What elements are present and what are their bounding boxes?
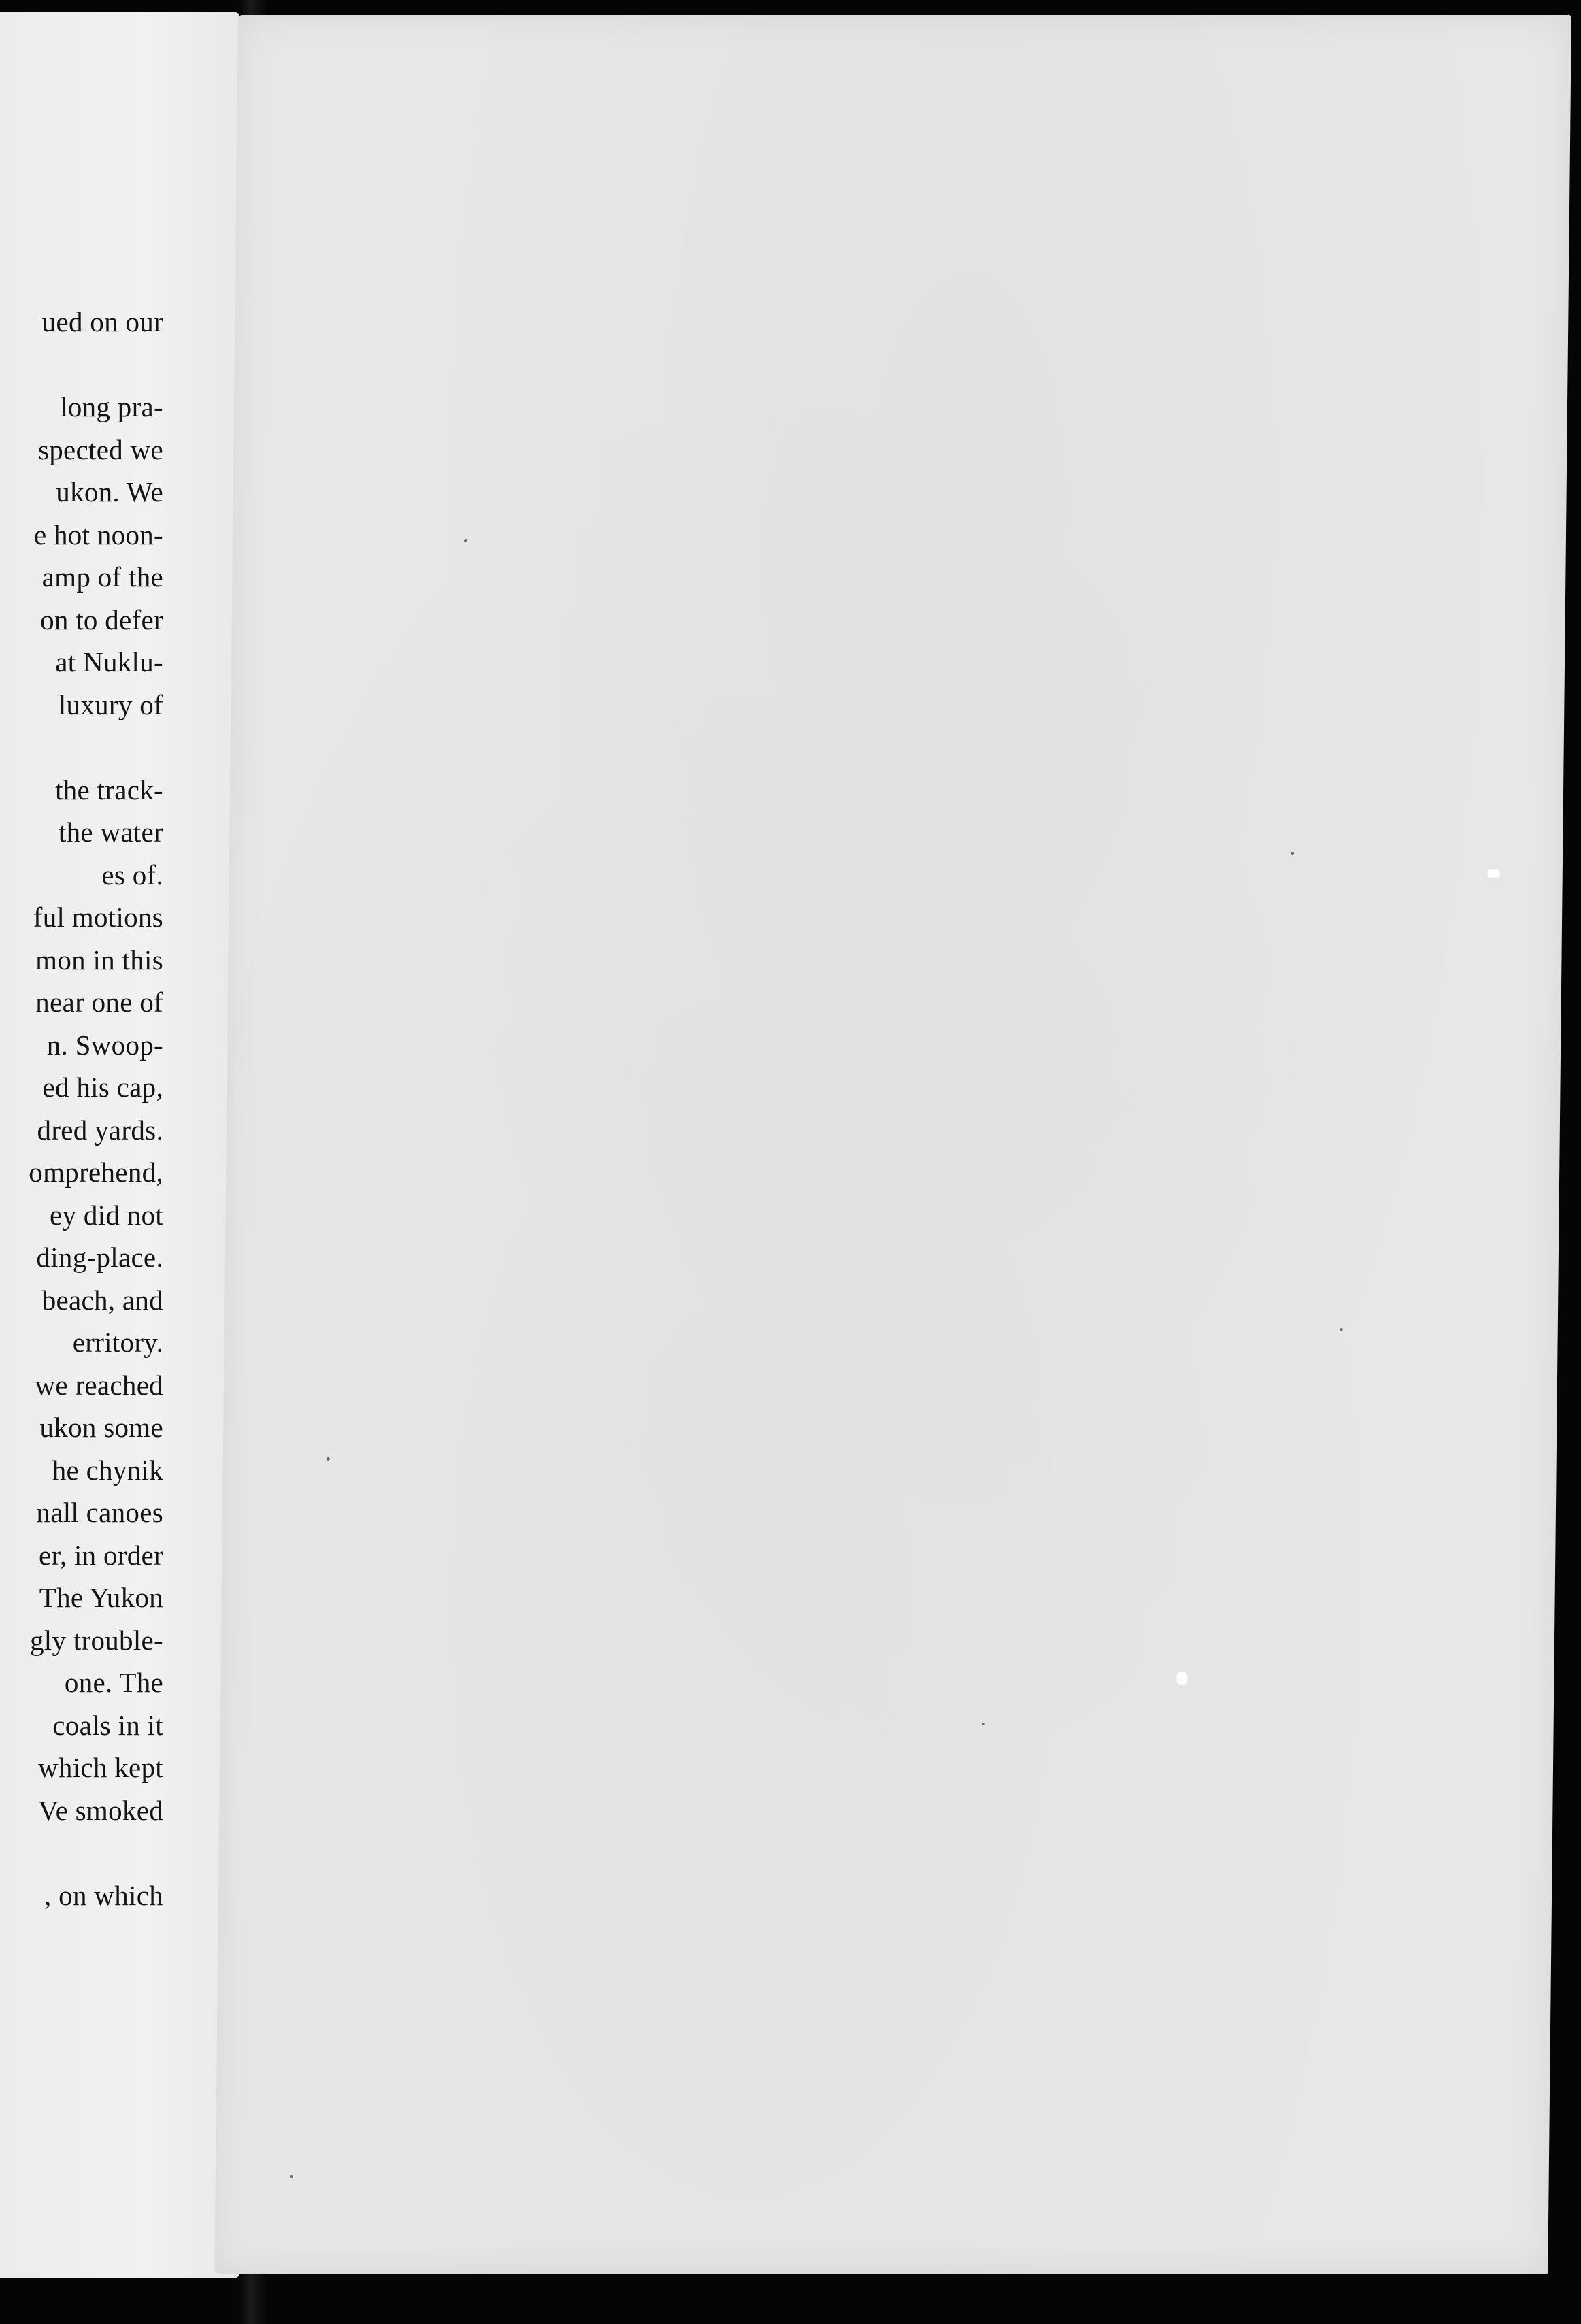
text-line: ed his cap, (42, 1072, 163, 1103)
text-line: luxury of (58, 688, 163, 720)
paragraph-gap (0, 1831, 163, 1874)
text-line: er, in order (39, 1539, 163, 1571)
text-line: omprehend, (29, 1157, 163, 1188)
paper-speck-white (1176, 1672, 1187, 1685)
text-line: ued on our (41, 306, 163, 337)
paper-speck (290, 2175, 293, 2178)
text-line: spected we (38, 433, 163, 465)
paper-speck (1340, 1328, 1343, 1331)
text-line: beach, and (41, 1284, 163, 1316)
text-line: n. Swoop- (46, 1029, 163, 1061)
paper-speck-white (1488, 869, 1500, 878)
left-page (0, 12, 239, 2278)
text-line: the water (58, 816, 163, 848)
text-line: e hot noon- (33, 518, 163, 550)
right-page-blank (214, 15, 1571, 2274)
text-line: es of. (101, 859, 163, 891)
text-line: ding-place. (36, 1242, 163, 1273)
text-line: erritory. (72, 1327, 163, 1358)
text-line: nall canoes (36, 1497, 163, 1528)
text-line: ukon some (39, 1412, 163, 1443)
paper-speck (982, 1723, 985, 1725)
paragraph-gap (0, 344, 163, 386)
paper-speck (1291, 852, 1294, 855)
text-line: ful motions (33, 901, 163, 933)
text-line: he chynik (52, 1454, 163, 1486)
text-line: gly trouble- (29, 1624, 163, 1656)
text-line: at Nuklu- (55, 646, 163, 678)
text-line: amp of the (41, 561, 163, 593)
text-line: the track- (55, 774, 163, 806)
text-line: dred yards. (37, 1114, 163, 1146)
text-line: ukon. We (56, 476, 163, 508)
text-line: The Yukon (39, 1582, 163, 1613)
text-line: which kept (37, 1752, 163, 1783)
text-line: one. The (64, 1667, 163, 1698)
text-line: we reached (35, 1369, 163, 1401)
paper-speck (327, 1457, 330, 1461)
text-line: Ve smoked (38, 1794, 163, 1826)
text-line: mon in this (35, 944, 163, 976)
text-line: , on which (44, 1879, 163, 1911)
text-line: on to defer (40, 603, 163, 635)
text-line: ey did not (50, 1199, 163, 1231)
text-line: coals in it (52, 1709, 163, 1741)
left-page-text-column (0, 301, 163, 1916)
text-line: near one of (35, 986, 163, 1018)
paragraph-gap (0, 726, 163, 769)
paper-speck (464, 539, 467, 542)
text-line: long pra- (60, 391, 163, 422)
